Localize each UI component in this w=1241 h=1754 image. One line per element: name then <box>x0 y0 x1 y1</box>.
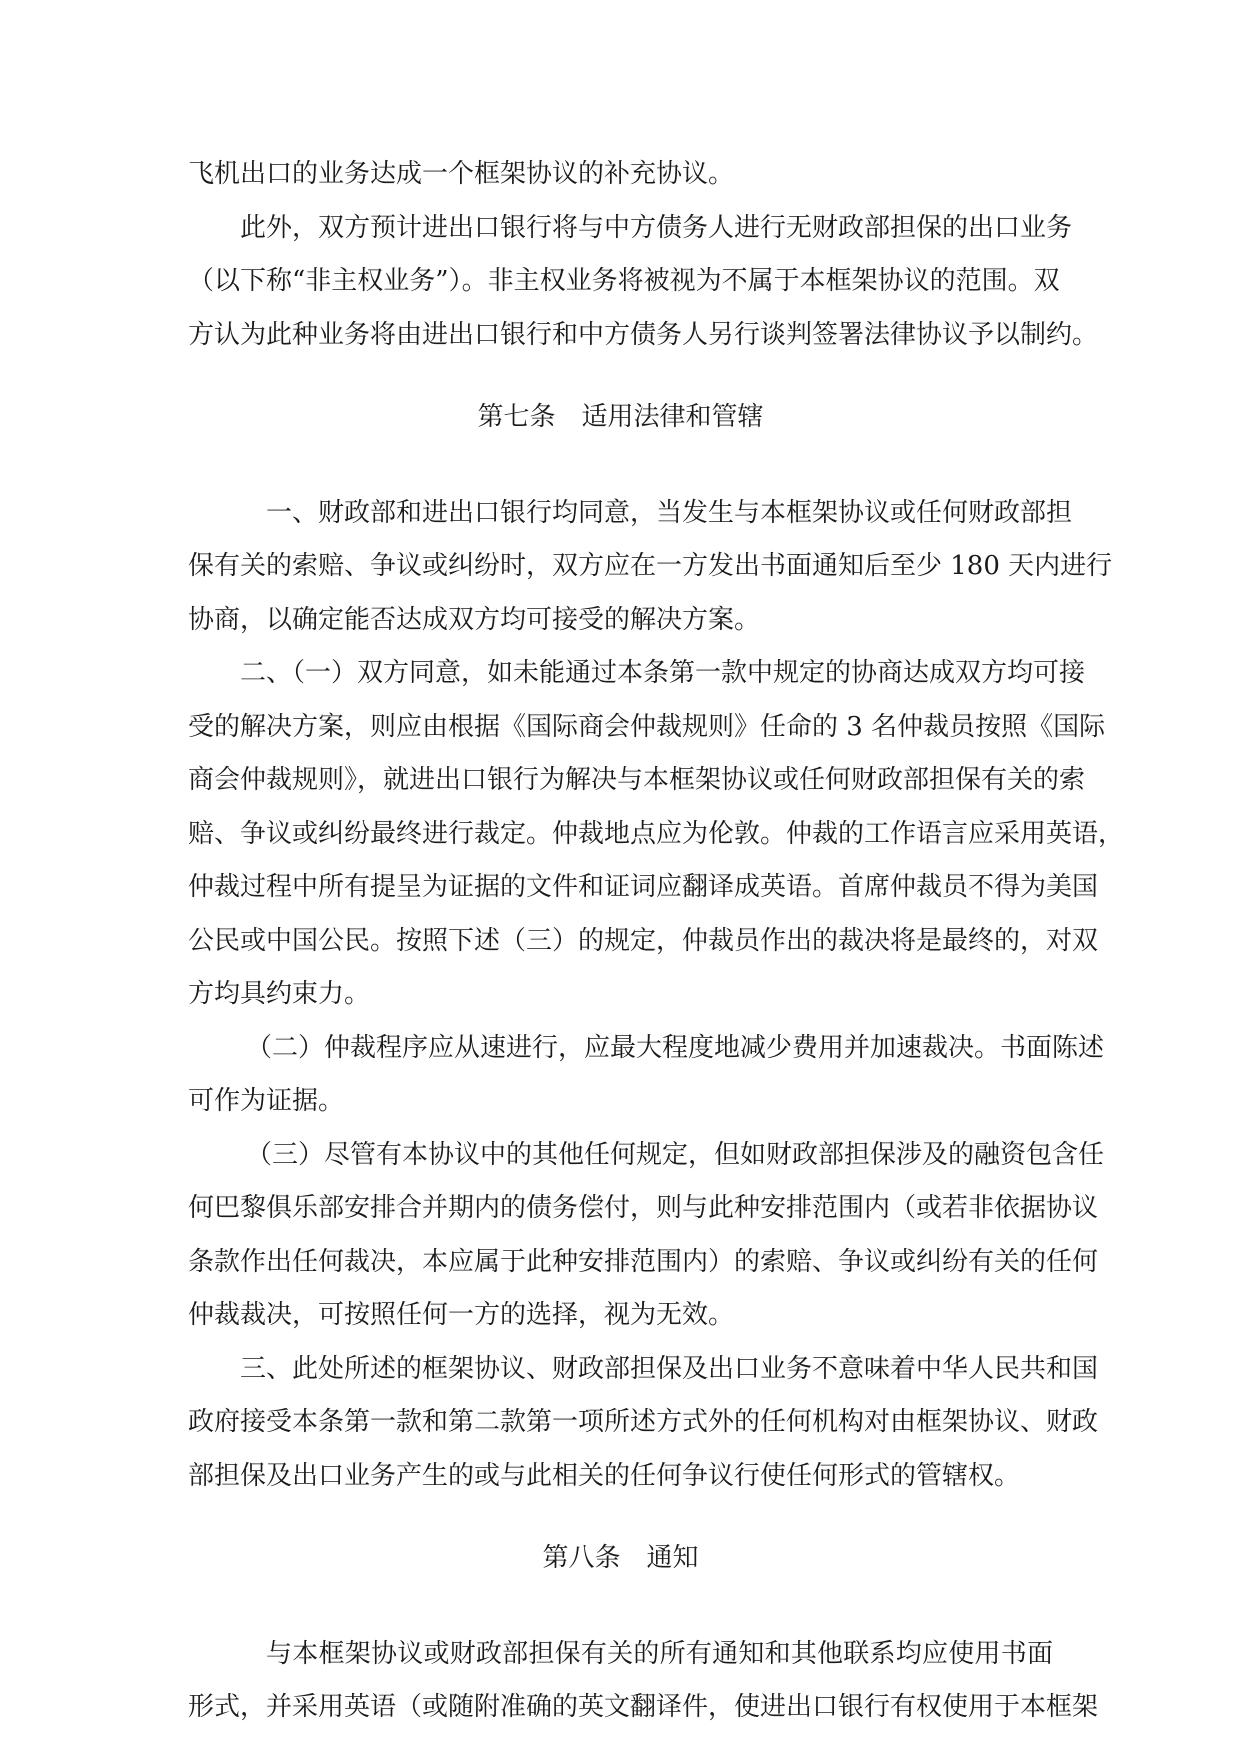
body-text-line: 飞机出口的业务达成一个框架协议的补充协议。 <box>188 159 735 189</box>
intro-section <box>188 148 1099 362</box>
body-text-line: 何巴黎俱乐部安排合并期内的债务偿付，则与此种安排范围内（或若非依据协议 <box>188 1193 1099 1223</box>
body-text-line: 一、财政部和进出口银行均同意，当发生与本框架协议或任何财政部担 <box>266 497 1073 528</box>
article-8-heading: 第八条 通知 <box>542 1543 699 1573</box>
body-text-line: 条款作出任何裁决，本应属于此种安排范围内）的索赔、争议或纠纷有关的任何 <box>188 1246 1099 1277</box>
body-text-line: 公民或中国公民。按照下述（三）的规定，仲裁员作出的裁决将是最终的，对双 <box>188 925 1099 956</box>
body-text-line: 可作为证据。 <box>188 1086 345 1116</box>
article-7-clause-2-3 <box>188 1129 1105 1343</box>
body-text-line: 受的解决方案，则应由根据《国际商会仲裁规则》任命的 3 名仲裁员按照《国际 <box>188 711 1106 742</box>
document-body <box>188 148 1125 1735</box>
body-text-line: 形式，并采用英语（或随附准确的英文翻译件，使进出口银行有权使用于本框架 <box>188 1692 1099 1722</box>
body-text-line: 保有关的索赔、争议或纠纷时，双方应在一方发出书面通知后至少 180 天内进行 <box>188 551 1113 581</box>
body-text-line: 赔、争议或纠纷最终进行裁定。仲裁地点应为伦敦。仲裁的工作语言应采用英语， <box>188 818 1125 849</box>
body-text-line: 仲裁裁决，可按照任何一方的选择，视为无效。 <box>188 1300 735 1330</box>
body-text-line: （二）仲裁程序应从速进行，应最大程度地减少费用并加速裁决。书面陈述 <box>246 1032 1105 1063</box>
article-7-clause-3 <box>188 1343 1099 1504</box>
body-text-line: 仲裁过程中所有提呈为证据的文件和证词应翻译成英语。首席仲裁员不得为美国 <box>188 872 1099 902</box>
body-text-line: （以下称“非主权业务”）。非主权业务将被视为不属于本框架协议的范围。双 <box>188 266 1060 296</box>
body-text-line: 此外，双方预计进出口银行将与中方债务人进行无财政部担保的出口业务 <box>240 212 1073 243</box>
body-text-line: 方认为此种业务将由进出口银行和中方债务人另行谈判签署法律协议予以制约。 <box>188 319 1099 350</box>
body-text-line: （三）尽管有本协议中的其他任何规定，但如财政部担保涉及的融资包含任 <box>246 1139 1105 1170</box>
body-text-line: 协商，以确定能否达成双方均可接受的解决方案。 <box>188 604 761 635</box>
body-text-line: 三、此处所述的框架协议、财政部担保及出口业务不意味着中华人民共和国 <box>240 1353 1099 1384</box>
body-text-line: 二、（一）双方同意，如未能通过本条第一款中规定的协商达成双方均可接 <box>240 658 1086 688</box>
body-text-line: 政府接受本条第一款和第二款第一项所述方式外的任何机构对由框架协议、财政 <box>188 1407 1099 1437</box>
article-7-heading: 第七条 适用法律和管辖 <box>477 402 764 432</box>
body-text-line: 部担保及出口业务产生的或与此相关的任何争议行使任何形式的管辖权。 <box>188 1460 1021 1491</box>
article-8-clause-1 <box>188 1628 1099 1735</box>
article-7-clause-2-1 <box>188 647 1125 1022</box>
article-7-clause-1 <box>188 487 1113 648</box>
body-text-line: 商会仲裁规则》，就进出口银行为解决与本框架协议或任何财政部担保有关的索 <box>188 765 1086 795</box>
body-text-line: 方均具约束力。 <box>188 979 371 1009</box>
body-text-line: 与本框架协议或财政部担保有关的所有通知和其他联系均应使用书面 <box>266 1638 1053 1669</box>
article-7-clause-2-2 <box>188 1022 1105 1129</box>
